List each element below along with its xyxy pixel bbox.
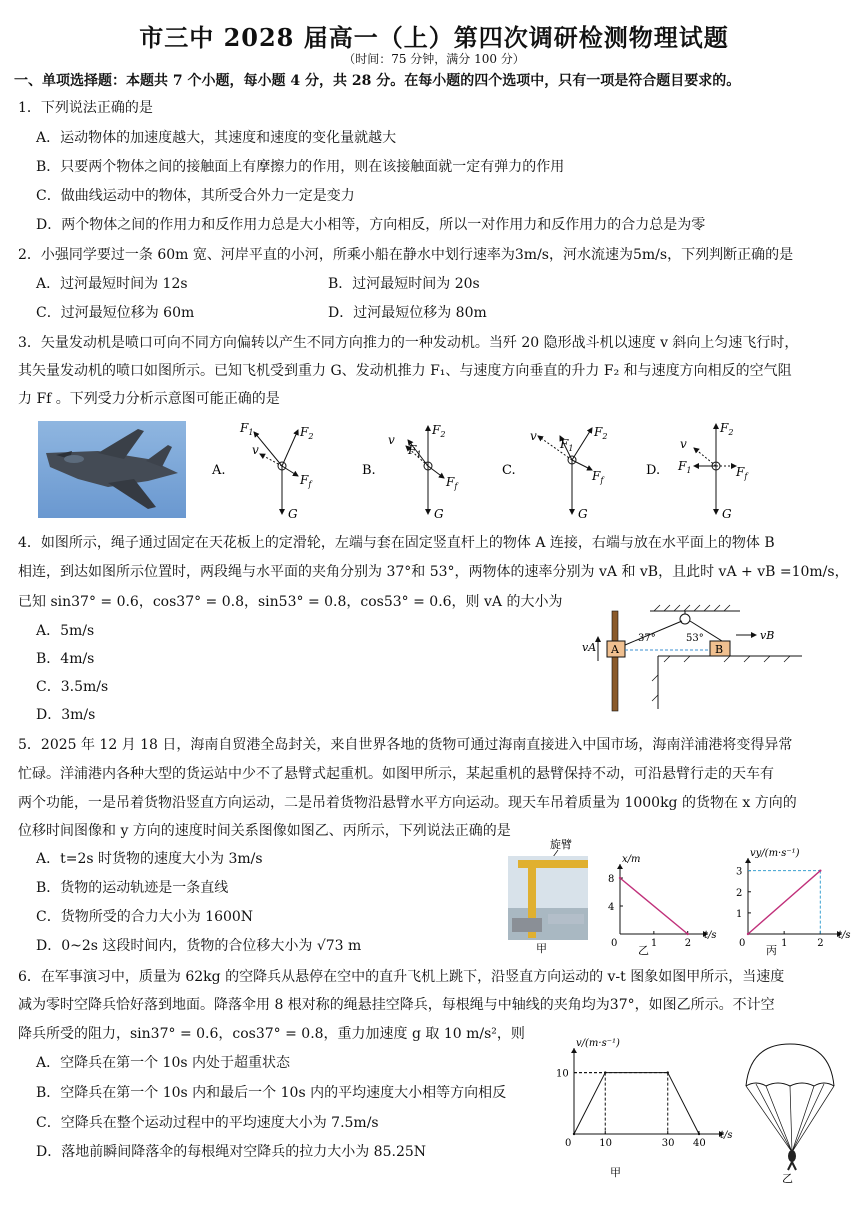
q6-option-d: D．落地前瞬间降落伞的每根绳对空降兵的拉力大小为 85.25N [36, 1144, 427, 1160]
force-diagram-a [210, 418, 330, 526]
block-b-label: B [715, 643, 724, 656]
y-tick-label: 10 [556, 1068, 569, 1080]
y-tick-label: 4 [608, 902, 615, 913]
svg-text:G: G [722, 507, 732, 521]
x-tick-label: 0 [611, 938, 618, 949]
svg-text:F1: $F_1$ [240, 421, 254, 437]
q5-line4: 位移时间图像和 y 方向的速度时间关系图像如图乙、丙所示，下列说法正确的是 [18, 823, 511, 839]
data-point [686, 933, 688, 935]
svg-text:Ff: $F_f$ [446, 475, 458, 491]
y-axis-label: x/m [622, 854, 641, 865]
va-label: vA [582, 641, 597, 654]
q6-option-b: B．空降兵在第一个 10s 内和最后一个 10s 内的平均速度大小相等方向相反 [36, 1085, 507, 1101]
crane-photo [508, 838, 590, 956]
series-line [620, 878, 688, 934]
svg-text:v: v [530, 429, 537, 443]
x-tick-label: 1 [650, 938, 658, 949]
q6-line1: 6．在军事演习中，质量为 62kg 的空降兵从悬停在空中的直升飞机上跳下，沿竖直方向运动的 v-t 图象如图甲所示，当速度 [18, 969, 785, 985]
svg-text:v: v [252, 443, 259, 457]
x-axis-label: t/s [838, 930, 851, 941]
q1-option-a: A．运动物体的加速度越大，其速度和速度的变化量就越大 [36, 130, 397, 146]
block-a-label: A [611, 643, 619, 656]
data-point [819, 869, 821, 871]
angle-37: 37° [638, 633, 656, 644]
y-tick-label: 2 [736, 887, 743, 899]
page-title: 市三中 2028 届高一（上）第四次调研检测物理试题 [139, 23, 729, 52]
vb-label: vB [760, 629, 775, 642]
y-axis-label: v/(m·s⁻¹) [576, 1038, 620, 1049]
q5-option-a: A．t=2s 时货物的速度大小为 3m/s [36, 851, 263, 867]
q6-option-a: A．空降兵在第一个 10s 内处于超重状态 [36, 1055, 291, 1071]
chart-caption: 丙 [766, 944, 777, 957]
q5-line3: 两个功能，一是吊着货物沿竖直方向运动，二是吊着货物沿悬臂水平方向运动。现天车吊着质量为 1000kg 的货物在 x 方向的 [18, 795, 797, 811]
svg-text:Ff: $F_f$ [592, 469, 604, 485]
x-tick-label: 0 [565, 1138, 572, 1149]
svg-text:G: G [288, 507, 298, 521]
svg-text:G: G [434, 507, 444, 521]
series-line [574, 1073, 699, 1134]
page-subtitle: （时间：75 分钟，满分 100 分） [343, 52, 525, 66]
q3-line3: 力 Ff 。下列受力分析示意图可能正确的是 [18, 391, 280, 407]
x-tick-label: 2 [684, 938, 692, 949]
data-point [698, 1133, 700, 1135]
force-diagram-b [360, 418, 470, 526]
q1-option-b: B．只要两个物体之间的接触面上有摩擦力的作用，则在该接触面就一定有弹力的作用 [36, 159, 565, 175]
svg-text:F2: $F_2$ [720, 421, 734, 437]
boom-label: 旋臂 [550, 838, 572, 851]
jet-photo [38, 421, 186, 518]
q3-line1: 3．矢量发动机是喷口可向不同方向偏转以产生不同方向推力的一种发动机。当歼 20 隐形战斗机以速度 v 斜向上匀速飞行时， [18, 335, 799, 351]
q1-option-d: D．两个物体之间的作用力和反作用力总是大小相等，方向相反，所以一对作用力和反作用力的合力总是为零 [36, 217, 706, 233]
x-tick-label: 10 [599, 1138, 612, 1149]
x-tick-label: 40 [693, 1138, 706, 1149]
q4-line1: 4．如图所示，绳子通过固定在天花板上的定滑轮，左端与套在固定竖直杆上的物体 A 连接，右端与放在水平面上的物体 B [18, 535, 775, 551]
x-tick-label: 30 [661, 1138, 675, 1149]
svg-text:F1: $F_1$ [678, 459, 692, 475]
q5-line1: 5．2025 年 12 月 18 日，海南自贸港全岛封关，来自世界各地的货物可通过海南直接进入中国市场，海南洋浦港将变得异常 [18, 737, 793, 753]
data-point [573, 1133, 575, 1135]
option-b-label: B. [362, 463, 376, 478]
q1-option-c: C．做曲线运动中的物体，其所受合外力一定是变力 [36, 188, 355, 204]
parachute-figure [740, 1040, 840, 1189]
q2-option-d: D．过河最短位移为 80m [328, 305, 487, 321]
q2-stem: 2．小强同学要过一条 60m 宽、河岸平直的小河，所乘小船在静水中划行速率为3m/s，河水流速为5m/s，下列判断正确的是 [18, 247, 794, 263]
q6-line2: 减为零时空降兵恰好落到地面。降落伞用 8 根对称的绳悬挂空降兵，每根绳与中轴线的夹角均为37°，如图乙所示。不计空 [18, 997, 775, 1013]
data-point [667, 1071, 669, 1073]
q4-option-b: B．4m/s [36, 651, 95, 667]
q4-option-a: A．5m/s [36, 623, 95, 639]
pulley-diagram [580, 605, 810, 717]
x-tick-label: 2 [817, 938, 824, 949]
option-d-label: D. [646, 463, 661, 478]
force-diagram-c [500, 418, 620, 526]
x-tick-label: 1 [781, 938, 788, 949]
x-axis-label: t/s [720, 1130, 733, 1141]
section-heading: 一、单项选择题：本题共 7 个小题，每小题 4 分，共 28 分。在每小题的四个选项中，只有一项是符合题目要求的。 [14, 73, 741, 89]
svg-text:F2: $F_2$ [432, 423, 446, 439]
q6-line3: 降兵所受的阻力，sin37° = 0.6，cos37° = 0.8，重力加速度 g 取 10 m/s²，则 [18, 1026, 525, 1042]
svg-text:v: v [680, 437, 687, 451]
svg-text:F2: $F_2$ [594, 425, 608, 441]
fig-jia-label: 甲 [536, 942, 547, 955]
chart-x-t [598, 854, 717, 960]
y-axis-label: vy/(m·s⁻¹) [750, 848, 800, 859]
chart-caption: 乙 [638, 944, 649, 957]
svg-text:F1: $F_1$ [560, 437, 574, 453]
q6-option-c: C．空降兵在整个运动过程中的平均速度大小为 7.5m/s [36, 1115, 379, 1131]
svg-text:G: G [578, 507, 588, 521]
q5-option-b: B．货物的运动轨迹是一条直线 [36, 880, 229, 896]
x-axis-label: t/s [704, 930, 717, 941]
q2-option-b: B．过河最短时间为 20s [328, 276, 480, 292]
series-line [748, 871, 820, 934]
svg-text:F2: $F_2$ [300, 425, 314, 441]
q3-line2: 其矢量发动机的喷口如图所示。已知飞机受到重力 G、发动机推力 F₁、与速度方向垂直的升力 F₂ 和与速度方向相反的空气阻 [18, 363, 792, 379]
y-tick-label: 3 [736, 866, 743, 878]
q4-option-c: C．3.5m/s [36, 679, 109, 695]
x-tick-label: 0 [739, 938, 746, 949]
chart-v-t [552, 1038, 733, 1186]
q4-line3: 已知 sin37° = 0.6，cos37° = 0.8，sin53° = 0.8，cos53° = 0.6，则 vA 的大小为 [18, 594, 563, 610]
q4-option-d: D．3m/s [36, 707, 96, 723]
option-c-label: C. [502, 463, 516, 478]
force-diagram-d [640, 418, 760, 526]
angle-53: 53° [686, 633, 704, 644]
q1-stem: 1．下列说法正确的是 [18, 100, 153, 116]
y-tick-label: 1 [736, 908, 743, 920]
svg-text:Ff: $F_f$ [300, 473, 312, 489]
q5-line2: 忙碌。洋浦港内各种大型的货运站中少不了悬臂式起重机。如图甲所示，某起重机的悬臂保持不动，可沿悬臂行走的天车有 [18, 766, 774, 782]
svg-text:Ff: $F_f$ [736, 465, 748, 481]
fig-yi-label: 乙 [782, 1172, 793, 1185]
svg-text:F1: $F_1$ [408, 443, 422, 459]
q2-option-a: A．过河最短时间为 12s [36, 276, 188, 292]
y-tick-label: 8 [608, 874, 615, 885]
data-point [747, 933, 749, 935]
q5-option-d: D．0~2s 这段时间内，货物的合位移大小为 √73 m [36, 938, 362, 954]
option-a-label: A. [212, 463, 226, 478]
data-point [604, 1071, 606, 1073]
data-point [619, 877, 621, 879]
q4-line2: 相连，到达如图所示位置时，两段绳与水平面的夹角分别为 37°和 53°，两物体的速率分别为 vA 和 vB，且此时 vA + vB =10m/s， [18, 564, 849, 580]
q2-option-c: C．过河最短位移为 60m [36, 305, 195, 321]
chart-caption: 甲 [610, 1166, 621, 1179]
svg-text:v: v [388, 433, 395, 447]
chart-vy-t [726, 848, 851, 960]
q5-option-c: C．货物所受的合力大小为 1600N [36, 909, 254, 925]
